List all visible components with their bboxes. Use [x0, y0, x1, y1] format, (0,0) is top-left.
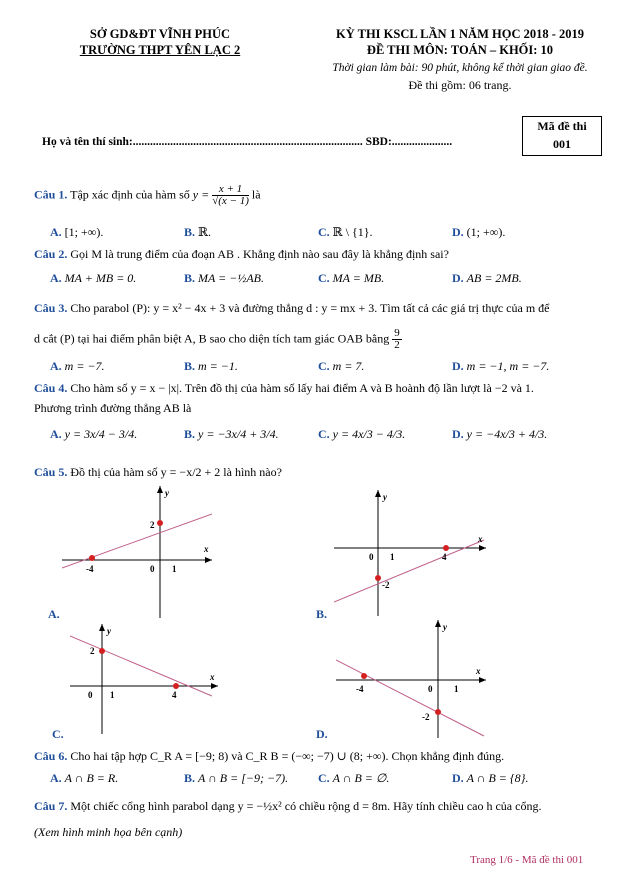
question-3-cont — [34, 328, 599, 351]
graph-a-tick-0: 0 — [150, 564, 155, 574]
page-footer: Trang 1/6 - Mã đề thi 001 — [470, 854, 584, 866]
q4-option-b[interactable]: B. y = −3x/4 + 3/4. — [184, 427, 279, 441]
q3-label: Câu 3. — [34, 301, 68, 315]
q5-option-a[interactable]: A. — [48, 607, 60, 621]
question-4-cont — [34, 400, 599, 416]
q4-label: Câu 4. — [34, 381, 68, 395]
question-7 — [34, 798, 599, 814]
graph-c-tick-4: 4 — [172, 690, 177, 700]
question-3 — [34, 300, 599, 316]
q6-label: Câu 6. — [34, 749, 68, 763]
question-1 — [34, 184, 599, 207]
graph-c-point-x — [173, 683, 179, 689]
graph-c-tick-1: 1 — [110, 690, 115, 700]
q7-note: (Xem hình minh họa bên cạnh) — [34, 825, 183, 839]
graph-b-point-y — [375, 575, 381, 581]
graph-d-x-label: x — [476, 666, 481, 676]
exam-code-value: 001 — [553, 137, 571, 151]
q1-option-c[interactable]: C. ℝ \ {1}. — [318, 225, 373, 239]
q4-text-1: Cho hàm số y = x − |x|. Trên đồ thị của hàm số lấy hai điểm A và B hoành độ lần lượt là −2 và 1. — [70, 381, 534, 395]
exam-code-label: Mã đề thi — [537, 119, 587, 133]
graph-d-tick-0: 0 — [428, 684, 433, 694]
graph-b-y-label: y — [383, 492, 387, 502]
graph-d-tick-neg4: -4 — [356, 684, 364, 694]
q6-option-d[interactable]: D. A ∩ B = {8}. — [452, 771, 529, 785]
q6-text: Cho hai tập hợp C_R A = [−9; 8) và C_R B = (−∞; −7) ∪ (8; +∞). Chọn khẳng định đúng. — [70, 749, 505, 763]
graph-d — [336, 620, 486, 738]
graph-b-point-x — [443, 545, 449, 551]
graph-d-point-x — [361, 673, 367, 679]
graph-c-y-label: y — [107, 626, 111, 636]
q1-option-a[interactable]: A. [1; +∞). — [50, 225, 104, 239]
q5-text: Đồ thị của hàm số y = −x/2 + 2 là hình nào? — [70, 465, 282, 479]
q1-numerator: x + 1 — [212, 184, 249, 196]
time-note: Thời gian làm bài: 90 phút, không kể thời gian giao đề. — [332, 62, 588, 74]
graph-b — [334, 490, 494, 616]
q6-option-a[interactable]: A. A ∩ B = R. — [50, 771, 119, 785]
question-5 — [34, 464, 599, 480]
q1-text: Tập xác định của hàm số — [70, 187, 190, 202]
q7-label: Câu 7. — [34, 799, 68, 813]
q2-label: Câu 2. — [34, 247, 68, 261]
graph-c-x-label: x — [210, 672, 215, 682]
graph-d-tick-1: 1 — [454, 684, 459, 694]
q5-option-d[interactable]: D. — [316, 727, 328, 741]
question-2 — [34, 246, 599, 262]
graph-a-tick-neg4: -4 — [86, 564, 94, 574]
q3-option-c[interactable]: C. m = 7. — [318, 359, 365, 373]
q1-formula-lhs: y = — [192, 187, 210, 202]
graph-a-x-label: x — [204, 544, 209, 554]
q2-text: Gọi M là trung điểm của đoạn AB . Khẳng định nào sau đây là khẳng định sai? — [70, 247, 449, 261]
graph-b-x-label: x — [478, 534, 483, 544]
q3-option-d[interactable]: D. m = −1, m = −7. — [452, 359, 550, 373]
graph-c-point-y — [99, 648, 105, 654]
student-info-line: Họ và tên thí sinh:................................................................................ SBD:..................... — [42, 136, 453, 148]
graph-c-tick-0: 0 — [88, 690, 93, 700]
q4-option-c[interactable]: C. y = 4x/3 − 4/3. — [318, 427, 406, 441]
graph-a-tick-2: 2 — [150, 520, 155, 530]
q7-text: Một chiếc cổng hình parabol dạng y = −½x² có chiều rộng d = 8m. Hãy tính chiều cao h của cổng. — [70, 799, 542, 813]
q2-option-c[interactable]: C. MA = MB. — [318, 271, 385, 285]
question-6 — [34, 748, 599, 764]
graph-d-y-label: y — [443, 622, 447, 632]
q1-option-b[interactable]: B. ℝ. — [184, 225, 211, 239]
graph-a-y-label: y — [165, 488, 169, 498]
q3-text-1: Cho parabol (P): y = x² − 4x + 3 và đường thẳng d : y = mx + 3. Tìm tất cả các giá trị thực của m để — [70, 301, 550, 315]
graph-d-point-y — [435, 709, 441, 715]
q5-option-c[interactable]: C. — [52, 727, 64, 741]
q4-option-a[interactable]: A. y = 3x/4 − 3/4. — [50, 427, 138, 441]
q3-option-b[interactable]: B. m = −1. — [184, 359, 238, 373]
q2-option-d[interactable]: D. AB = 2MB. — [452, 271, 522, 285]
q4-text-2: Phương trình đường thẳng AB là — [34, 401, 192, 415]
graph-a-point-x — [89, 555, 95, 561]
graph-a-point-y — [157, 520, 163, 526]
graph-a-tick-1: 1 — [172, 564, 177, 574]
graph-a — [62, 486, 212, 618]
q1-label: Câu 1. — [34, 187, 68, 202]
q1-option-d[interactable]: D. (1; +∞). — [452, 225, 506, 239]
graph-b-tick-0: 0 — [369, 552, 374, 562]
graph-b-tick-1: 1 — [390, 552, 395, 562]
exam-title: KỲ THI KSCL LẦN 1 NĂM HỌC 2018 - 2019 — [335, 27, 585, 41]
graph-c — [70, 624, 220, 734]
q2-option-a[interactable]: A. MA + MB = 0. — [50, 271, 137, 285]
q1-tail: là — [251, 187, 261, 202]
q5-option-b[interactable]: B. — [316, 607, 328, 621]
q3-frac-num: 9 — [394, 327, 400, 339]
q5-label: Câu 5. — [34, 465, 68, 479]
graph-b-tick-neg2: -2 — [382, 580, 390, 590]
q4-option-d[interactable]: D. y = −4x/3 + 4/3. — [452, 427, 548, 441]
q6-option-c[interactable]: C. A ∩ B = ∅. — [318, 771, 390, 785]
pages-note: Đề thi gồm: 06 trang. — [408, 78, 512, 92]
school-dept: SỞ GD&ĐT VĨNH PHÚC — [89, 27, 231, 41]
q3-text-2: d cắt (P) tại hai điểm phân biệt A, B sao cho diện tích tam giác OAB bằng — [34, 331, 390, 346]
graph-c-tick-2: 2 — [90, 646, 95, 656]
question-4 — [34, 380, 599, 396]
graph-d-tick-neg2: -2 — [422, 712, 430, 722]
graph-b-tick-4: 4 — [442, 552, 447, 562]
school-name: TRƯỜNG THPT YÊN LẠC 2 — [79, 43, 241, 57]
q1-denominator: √(x − 1) — [212, 195, 249, 207]
q3-frac-den: 2 — [394, 339, 400, 351]
q2-option-b[interactable]: B. MA = −½AB. — [184, 271, 264, 285]
exam-code-box — [522, 116, 602, 156]
q3-option-a[interactable]: A. m = −7. — [50, 359, 105, 373]
exam-subject: ĐỀ THI MÔN: TOÁN – KHỐI: 10 — [366, 43, 554, 57]
q6-option-b[interactable]: B. A ∩ B = [−9; −7). — [184, 771, 289, 785]
